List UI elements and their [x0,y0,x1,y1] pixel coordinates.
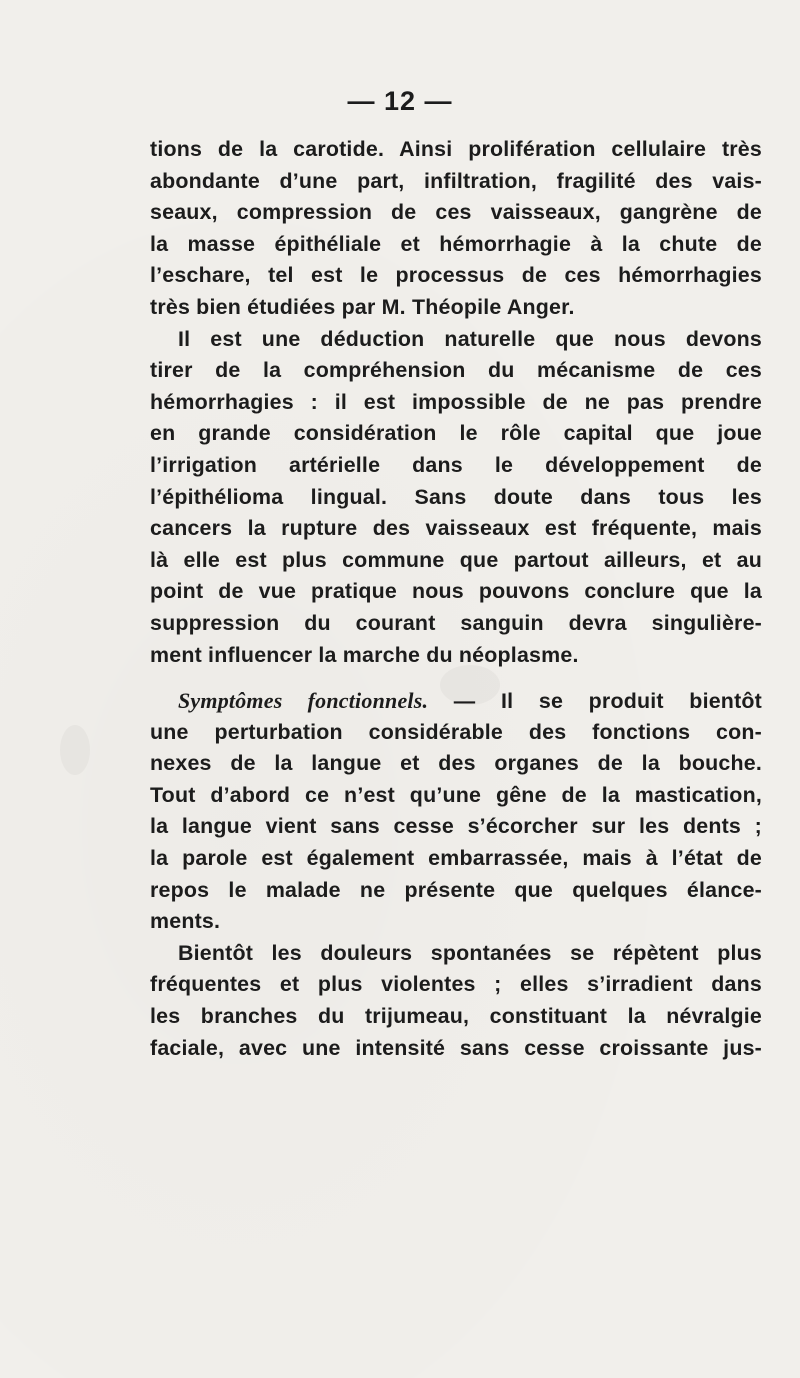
text-line: la masse épithéliale et hémorrhagie à la chute de [150,231,762,256]
text-line: seaux, compression de ces vaisseaux, gangrène de [150,200,762,225]
text-line: repos le malade ne présente que quelques élance- [150,877,762,902]
section-heading: Symptômes fonctionnels. [178,688,429,714]
page-number: — 12 — [347,86,453,116]
text-line: Bientôt les douleurs spontanées se répètent plus [178,940,762,965]
paragraph-1 [150,134,762,324]
text-line: faciale, avec une intensité sans cesse croissante jus- [150,1035,762,1060]
paragraph-gap [150,671,762,685]
text-line: tions de la carotide. Ainsi prolifération cellulaire très [150,137,762,161]
text-line: suppression du courant sanguin devra singulière- [150,610,762,635]
text-line: là elle est plus commune que partout ailleurs, et au [150,547,762,572]
text-line: une perturbation considérable des fonctions con- [150,719,762,744]
text-line: abondante d’une part, infiltration, fragilité des vais- [150,168,762,193]
text-line: la parole est également embarrassée, mais à l’état de [150,846,762,871]
text-line: les branches du trijumeau, constituant la névralgie [150,1004,762,1029]
text-line: l’eschare, tel est le processus de ces hémorrhagies [150,263,762,288]
text-line: nexes de la langue et des organes de la bouche. [150,751,762,776]
text-line: fréquentes et plus violentes ; elles s’irradient dans [150,972,762,997]
text-line [150,685,762,717]
text-line: très bien étudiées par M. Théopile Anger. [150,294,575,319]
text-line: tirer de la compréhension du mécanisme de ces [150,358,762,383]
text-line: ments. [150,909,221,934]
paragraph-2 [150,324,762,672]
text-line: hémorrhagies : il est impossible de ne pas prendre [150,389,762,414]
text-line: cancers la rupture des vaisseaux est fréquente, mais [150,516,762,541]
text-line: la langue vient sans cesse s’écorcher sur les dents ; [150,814,762,839]
body-text [150,134,762,1064]
paragraph-4 [150,938,762,1064]
text-line: en grande considération le rôle capital que joue [150,421,762,446]
paragraph-3 [150,685,762,938]
paper-stain [60,725,90,775]
text-line: l’irrigation artérielle dans le développement de [150,452,762,477]
text-line: l’épithélioma lingual. Sans doute dans tous les [150,484,762,509]
text-line: Il est une déduction naturelle que nous devons [178,326,762,351]
text-line: point de vue pratique nous pouvons conclure que la [150,579,762,604]
text-line: Tout d’abord ce n’est qu’une gêne de la mastication, [150,782,762,807]
text-line: ment influencer la marche du néoplasme. [150,642,579,667]
heading-continuation: — Il se produit bientôt [428,689,762,714]
